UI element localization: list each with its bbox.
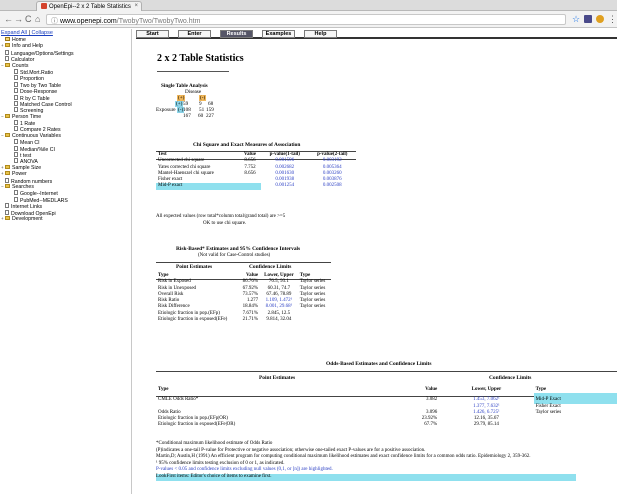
- table-cell: Etiologic fraction in exposed(EFe): [158, 317, 228, 323]
- table-row: [156, 183, 356, 189]
- table-cell: Fisher exact: [158, 177, 183, 183]
- table-row: [156, 393, 617, 403]
- column-header: Lower, Upper: [264, 273, 294, 278]
- folder-icon: [5, 184, 10, 188]
- table-cell: Overall Risk: [158, 291, 184, 297]
- tree-item-label[interactable]: ANOVA: [20, 159, 38, 166]
- tab-help[interactable]: Help: [304, 30, 337, 38]
- odds-title: Odds-Based Estimates and Confidence Limits: [326, 361, 432, 367]
- table-cell: 0.001938: [275, 177, 295, 183]
- table-cell: 1.109, 1.472¹: [265, 298, 293, 304]
- folder-icon: [5, 63, 10, 67]
- table-cell: Risk in Exposed: [158, 279, 191, 285]
- doc-icon: [14, 146, 18, 151]
- tree-item-label[interactable]: Home: [12, 37, 26, 43]
- table-row: [156, 304, 331, 310]
- tree-links: [1, 30, 130, 36]
- table-cell: 76.5, 93.1: [268, 279, 289, 285]
- footnote: P-values < 0.05 and confidence limits excluding null values (0,1, or [n]) are highlighted.: [156, 467, 333, 473]
- table-cell: Taylor series: [299, 279, 326, 285]
- tree-item-label[interactable]: 1 Rate: [20, 121, 36, 128]
- tree-item-label[interactable]: Continuous Variables: [12, 132, 61, 139]
- row2-total: 159: [206, 107, 214, 113]
- cell-a: 59: [183, 101, 189, 107]
- table-cell: 1.377, 7.632¹: [473, 403, 500, 409]
- browser-tabbar: [0, 0, 617, 11]
- reload-icon[interactable]: C: [25, 14, 32, 24]
- odds-table: [156, 387, 617, 429]
- chi-note-1: All expected values (row total*column total/grand total) are >=5: [156, 214, 286, 219]
- table-row: [156, 286, 331, 292]
- tab-enter[interactable]: Enter: [178, 30, 211, 38]
- expander-icon[interactable]: −: [1, 183, 4, 189]
- exposure-plus-header: (+): [176, 101, 183, 107]
- table-cell: 7.752: [244, 164, 256, 170]
- exposure-minus-header: (-): [178, 107, 184, 113]
- info-icon: ⓘ: [51, 18, 60, 25]
- chi-square-title: Chi Square and Exact Measures of Association: [193, 142, 301, 148]
- table-cell: Taylor series: [299, 285, 326, 291]
- home-icon[interactable]: ⌂: [35, 14, 41, 24]
- table-row: [156, 422, 617, 428]
- odds-group-limits: Confidence Limits: [489, 375, 532, 381]
- app-tabs: [136, 29, 617, 39]
- expander-icon[interactable]: +: [1, 171, 4, 177]
- tree-item-label[interactable]: PubMed--MEDLARS: [20, 197, 68, 204]
- tree-item-label[interactable]: R by C Table: [20, 95, 50, 102]
- table-cell: 60.31, 74.7: [267, 285, 291, 291]
- tree-item-label[interactable]: Download OpenEpi: [11, 210, 56, 217]
- doc-icon: [5, 178, 9, 183]
- chi-square-table: [156, 152, 356, 190]
- tree-links-separator: |: [27, 30, 32, 36]
- forward-icon[interactable]: →: [14, 14, 23, 24]
- tab-results[interactable]: Results: [220, 30, 253, 38]
- table-cell: 23.92%: [421, 416, 438, 422]
- expander-icon[interactable]: +: [1, 43, 4, 49]
- tree-item-label[interactable]: Two by Two Table: [20, 82, 62, 89]
- table-cell: 1.453, 7.062¹: [473, 397, 500, 403]
- table-cell: Odds Ratio: [158, 409, 181, 415]
- table-cell: Taylor series: [535, 409, 562, 415]
- folder-icon: [5, 43, 10, 47]
- footnote: (P)indicates a one-tail P-value for Protective or negative association; otherwise one-tailed exact P-values are for a positive association.: [156, 447, 426, 453]
- tree-item-label[interactable]: Std.Mort.Ratio: [20, 69, 54, 76]
- table-cell: Etiologic fraction in exposed(EFe|OR): [158, 422, 236, 428]
- browser-menu-icon[interactable]: ⋮: [608, 14, 617, 24]
- risk-subtitle: (Not valid for Case-Control studies): [198, 253, 271, 258]
- grand-total: 227: [206, 113, 214, 119]
- table-cell: 7.671%: [242, 310, 259, 316]
- navigation-tree: [0, 29, 132, 494]
- table-cell: [239, 183, 261, 189]
- expander-icon[interactable]: −: [1, 62, 4, 68]
- table-cell: Risk Difference: [158, 304, 190, 310]
- column-header: Type: [535, 387, 547, 392]
- expander-icon[interactable]: +: [1, 215, 4, 221]
- table-cell: [534, 422, 617, 428]
- table-row: [156, 317, 331, 323]
- cell-b: 9: [199, 101, 202, 107]
- tree-item-label[interactable]: Calculator: [11, 57, 35, 64]
- table-cell: Mid-P Exact: [534, 393, 617, 403]
- table-cell: 67.7%: [424, 422, 438, 428]
- browser-toolbar: [0, 11, 617, 28]
- doc-icon: [14, 190, 18, 195]
- table-cell: 8.656: [244, 170, 256, 176]
- doc-icon: [5, 203, 9, 208]
- tree-item-label[interactable]: Searches: [12, 183, 34, 190]
- contingency-title: Single Table Analysis: [161, 83, 208, 89]
- results-content: [136, 41, 617, 494]
- footnote: Martin,D; Austin,H (1991) An efficient program for computing conditional maximum likelihood estimates and exact confidence limits for a common odds ratio. Epidemiology 2, 359-362.: [156, 454, 531, 460]
- tree-item-label[interactable]: Proportion: [20, 76, 44, 83]
- column-header: p-value(1-tail): [269, 152, 300, 157]
- tree-item-label[interactable]: Google--Internet: [20, 191, 58, 198]
- table-cell: 0.001630: [275, 170, 295, 176]
- tab-start[interactable]: Start: [136, 30, 169, 38]
- col2-total: 60: [198, 113, 204, 119]
- expander-icon[interactable]: −: [1, 132, 4, 138]
- table-cell: Yates corrected chi square: [158, 164, 211, 170]
- tree-item-label[interactable]: Power: [12, 171, 27, 178]
- table-cell: CMLE Odds Ratio*: [158, 397, 199, 403]
- risk-group-limits: Confidence Limits: [249, 264, 292, 270]
- cell-d: 51: [199, 107, 205, 113]
- table-cell: Etiologic fraction in pop.(EFp|OR): [158, 416, 228, 422]
- table-cell: Uncorrected chi square: [158, 158, 205, 164]
- extension-icon[interactable]: [584, 15, 592, 23]
- table-cell: Mantel-Haenszel chi square: [158, 170, 214, 176]
- cell-c: 108: [183, 107, 191, 113]
- table-cell: Risk in Unexposed: [158, 285, 197, 291]
- address-bar[interactable]: [46, 14, 566, 25]
- table-cell: 3.096: [425, 409, 438, 415]
- table-cell: 0.005364: [322, 164, 342, 170]
- risk-group-point: Point Estimates: [176, 264, 213, 270]
- doc-icon: [14, 82, 18, 87]
- tree-item-label[interactable]: Person Time: [12, 113, 42, 120]
- table-cell: Etiologic fraction in pop.(EFp): [158, 310, 220, 316]
- tree-item-label[interactable]: Sample Size: [12, 164, 42, 171]
- table-cell: Taylor series: [299, 298, 326, 304]
- doc-icon: [14, 126, 18, 131]
- tree-item-label[interactable]: Compare 2 Rates: [20, 127, 61, 134]
- tree-item-label[interactable]: Info and Help: [12, 43, 43, 50]
- tree-item-label[interactable]: Mean CI: [20, 140, 40, 147]
- table-cell: 1.277: [246, 298, 259, 304]
- column-header: p-value(2-tail): [317, 152, 348, 157]
- home-icon: [5, 37, 10, 41]
- footnotes: [156, 441, 611, 481]
- footnote: ¹ 95% confidence limits testing exclusion of 0 or 1, as indicated.: [156, 460, 285, 466]
- tree-item-label[interactable]: Counts: [12, 62, 29, 69]
- table-cell: Risk Ratio: [158, 298, 180, 304]
- table-cell: 86.76%: [242, 279, 259, 285]
- doc-icon: [14, 107, 18, 112]
- doc-icon: [14, 101, 18, 106]
- disease-label: Disease: [185, 89, 202, 95]
- doc-icon: [14, 197, 18, 202]
- table-cell: 12.16, 35.67: [473, 416, 499, 422]
- back-icon[interactable]: ←: [4, 14, 13, 24]
- column-header: Type: [299, 273, 311, 278]
- title-divider: [157, 71, 229, 72]
- table-cell: 67.92%: [242, 285, 259, 291]
- table-cell: 3.082: [425, 397, 438, 403]
- table-cell: 0.003260: [322, 170, 342, 176]
- tab-examples[interactable]: Examples: [262, 30, 295, 38]
- table-cell: 0.001596: [275, 158, 295, 164]
- table-row: [156, 279, 331, 285]
- column-header: Test: [158, 152, 167, 157]
- tree-item-label[interactable]: t test: [20, 153, 32, 160]
- table-cell: 21.71%: [242, 317, 259, 323]
- browser-tab[interactable]: [36, 1, 142, 11]
- table-cell: Taylor series: [299, 291, 326, 297]
- exposure-label: Exposure: [156, 107, 176, 113]
- doc-icon: [14, 69, 18, 74]
- doc-icon: [14, 120, 18, 125]
- tree-item-label[interactable]: Median/%ile CI: [20, 146, 55, 153]
- risk-table: [156, 273, 331, 323]
- table-cell: 8.001, 29.68¹: [265, 304, 293, 310]
- table-cell: 2.845, 12.5: [267, 310, 291, 316]
- bookmark-star-icon[interactable]: ☆: [572, 14, 581, 24]
- expand-all-link[interactable]: Expand All: [1, 30, 27, 36]
- close-tab-icon[interactable]: ×: [134, 3, 138, 9]
- column-header: Value: [425, 387, 438, 392]
- risk-title: Risk-Based* Estimates and 95% Confidence Intervals: [176, 246, 301, 252]
- column-header: Lower, Upper: [471, 387, 502, 392]
- doc-icon: [5, 210, 9, 215]
- table-cell: Fisher Exact: [535, 403, 561, 409]
- doc-icon: [14, 75, 18, 80]
- disease-plus-header: (+): [178, 95, 185, 101]
- doc-icon: [14, 88, 18, 93]
- url-path: /TwobyTwo/TwobyTwo.htm: [116, 18, 201, 25]
- openepi-favicon-icon: [41, 3, 47, 9]
- tree-items: [1, 37, 130, 222]
- table-cell: 0.003192: [322, 158, 342, 164]
- folder-icon: [5, 171, 10, 175]
- tree-item-label[interactable]: Dose-Response: [20, 89, 58, 96]
- expander-icon[interactable]: −: [1, 113, 4, 119]
- table-cell: 73.57%: [242, 291, 259, 297]
- col1-total: 167: [183, 113, 191, 119]
- table-cell: 29.79, 85.14: [473, 422, 499, 428]
- odds-group-point: Point Estimates: [259, 375, 296, 381]
- footnote: *Conditional maximum likelihood estimate of Odds Ratio: [156, 441, 273, 446]
- column-header: Type: [158, 273, 169, 278]
- doc-icon: [14, 152, 18, 157]
- tree-item-label[interactable]: Screening: [20, 108, 44, 115]
- table-cell: 0.002682: [275, 164, 295, 170]
- table-cell: [298, 317, 331, 323]
- folder-icon: [5, 133, 10, 137]
- folder-icon: [5, 216, 10, 220]
- page-title: 2 x 2 Table Statistics: [157, 53, 244, 64]
- doc-icon: [14, 158, 18, 163]
- table-cell: 8.656: [244, 158, 256, 164]
- table-cell: 1.426, 6.725¹: [473, 409, 500, 415]
- url-host: www.openepi.com: [59, 18, 117, 25]
- extension-icon-2[interactable]: [596, 15, 604, 23]
- expander-icon[interactable]: +: [1, 164, 4, 170]
- tree-item-label[interactable]: Language/Options/Settings: [11, 50, 74, 57]
- tree-item[interactable]: [1, 216, 130, 222]
- table-cell: 9.814, 32.04: [266, 317, 292, 323]
- tree-item-label[interactable]: Internet Links: [11, 204, 43, 211]
- disease-minus-header: (-): [200, 95, 206, 101]
- table-cell: 67.46, 78.89: [266, 291, 292, 297]
- tree-item-label[interactable]: Development: [12, 215, 43, 222]
- column-header: Value: [246, 273, 259, 278]
- doc-icon: [14, 95, 18, 100]
- column-header: Value: [243, 152, 256, 157]
- table-cell: 0.001254: [275, 183, 295, 189]
- table-cell: 18.84%: [242, 304, 259, 310]
- folder-icon: [5, 165, 10, 169]
- footnote: LookFirst items: Editor's choice of items to examine first.: [156, 474, 576, 481]
- table-cell: 0.002508: [322, 183, 342, 189]
- folder-icon: [5, 114, 10, 118]
- table-cell: Taylor series: [299, 304, 326, 310]
- chi-note-2: OK to use chi square.: [203, 221, 247, 226]
- tree-item-label[interactable]: Matched Case Control: [20, 101, 72, 108]
- table-cell: Mid-P exact: [156, 183, 239, 189]
- table-cell: 0.003876: [322, 177, 342, 183]
- collapse-link[interactable]: Collapse: [31, 30, 53, 36]
- doc-icon: [5, 56, 9, 61]
- doc-icon: [14, 139, 18, 144]
- doc-icon: [5, 50, 9, 55]
- tree-item-label[interactable]: Random numbers: [11, 178, 53, 185]
- row1-total: 68: [208, 101, 214, 107]
- browser-tab-title: OpenEpi--2 x 2 Table Statistics: [49, 4, 131, 10]
- column-header: Type: [158, 387, 169, 392]
